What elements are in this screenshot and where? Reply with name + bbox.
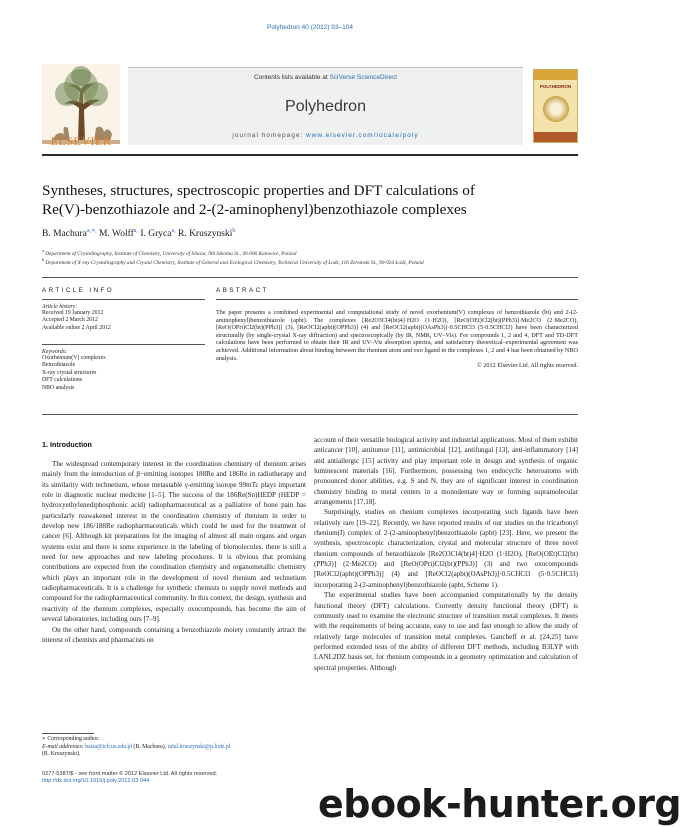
paragraph: Surprisingly, studies on rhenium complexes incorporating such ligands have been relatively rare [19–22]. Recently, we have reported results of our studies on the tricarbonyl rhenium(I) complex of 2-(2-aminophenyl)benzothiazole (apbt) [23]. Here, we present the synthesis, spectroscopic characterization, crystal and molecular structure of three novel rhenium compounds of benzothiazole [Re2O3Cl4(bt)4]·H2O (1·H2O), [ReO(OEt)Cl2(bt)(PPh3)] (2·Me2CO) and [ReO(OPri)Cl2(bt)(PPh3)] (3) and two oxocompounds [ReOCl2(apbt)(OPPh3)] (4) and [ReOCl2(apbt)(OAsPh3)]·0.5CHCl3 (5·0.5CHCl3) incorporating 2-(2-aminophenyl)benzothiazole (apbt, Scheme 1). [314, 508, 578, 589]
footnote-rule [42, 733, 94, 734]
email-link[interactable]: basia@ich.us.edu.pl [85, 743, 132, 750]
journal-masthead [42, 42, 578, 151]
article-history-label: Article history: [42, 304, 78, 310]
body-divider [42, 414, 578, 415]
watermark-text: ebook-hunter.org [318, 782, 681, 826]
affiliation-divider [42, 277, 578, 278]
contents-availability-line [128, 74, 523, 81]
right-column-text [314, 435, 578, 673]
article-history [42, 304, 205, 332]
left-column-text [42, 459, 306, 645]
history-online: Available online 2 April 2012 [42, 324, 111, 331]
author-name[interactable]: B. Machura [42, 229, 87, 240]
corresponding-author-note [42, 736, 306, 744]
front-matter-info [42, 771, 306, 786]
journal-homepage-line [128, 132, 523, 139]
elsevier-tree-logo-icon [42, 64, 120, 144]
cover-title: POLYHEDRON [539, 84, 572, 89]
article-title-line-2: Re(V)-benzothiazole and 2-(2-aminophenyl)benzothiazole complexes [42, 201, 467, 218]
abstract-heading: ABSTRACT [216, 287, 269, 294]
history-accepted: Accepted 2 March 2012 [42, 317, 98, 324]
elsevier-wordmark: ELSEVIER [50, 134, 112, 148]
abstract-copyright: © 2012 Elsevier Ltd. All rights reserved. [477, 362, 578, 370]
affiliation-text: Department of X-ray Crystallography and Crystal Chemistry, Institute of General and Ecological Chemistry, Technical University of Lodz, 116 Zeromski St., 90-924 Łódź, Poland [45, 259, 424, 266]
abstract-body [216, 309, 578, 370]
article-title [42, 181, 578, 219]
keyword-item: NBO analysis [42, 384, 75, 391]
keywords [42, 349, 205, 392]
homepage-prefix: journal homepage: [232, 132, 307, 139]
author-name[interactable]: I. Gryca [140, 229, 172, 240]
keywords-label: Keywords: [42, 349, 67, 355]
contents-prefix: Contents lists available at [253, 74, 330, 81]
sciencedirect-link[interactable]: SciVerse ScienceDirect [329, 74, 398, 81]
paragraph: The widespread contemporary interest in the coordination chemistry of rhenium arises mainly from the introduction of β−emitting isotopes 188Re and 186Re in radiotherapy and its similarity with technetium, whose metastable γ-emitting isotope 99mTc plays important role in diagnostic nuclear medicine [1–5]. The success of the 186Re(Sn)HEDP (HEDP = hydroxyethylenediphosphonic acid) radiopharmaceutical as a palliative of bone pain has particularly reawakened interest in the coordination chemistry of rhenium in order to develop new 186/188Re radiopharmaceuticals which could be used for the treatment of cancer [6]. Although kit preparations for the imaging of almost all main organs and organ systems exist and there is some experience in the labeling of biomolecules, there is still a need for new approaches and new labeling procedures. It is obvious that promising contributions are expected from the coordination chemistry and organometallic chemistry which plays an important role in the development of novel rhenium and technetium radiopharmaceuticals. It is a challenge for synthetic chemists to supply novel methods and compound for the radiopharmaceutical community. In this context, the design, synthesis and reactivity of the rhenium complexes, especially oxocompounds, has become the aim of several laboratories, including ours [7–9]. [42, 460, 306, 624]
email-owner: (B. Machura), [131, 743, 168, 750]
paragraph: account of their versatile biological activity and industrial applications. Most of them exhibit anticancer [10], antitumor [11], antimicrobial [12], antifungal [13], anti-inflammatory [14] and antiallergic [15] activity and play important role in design and synthesis of organic luminescent materials [16]. Furthermore, possessing two endocyclic heteroatoms with pronounced donor abilities, e.g. S and N, they are of significant interest in coordination chemistry binding to metal centers in a monodentate way or forming supramolecular arrangements [17,18]. [314, 436, 578, 507]
email-link[interactable]: rafal.kruszynski@p.lodz.pl [167, 743, 231, 750]
author-affiliation-mark[interactable]: b [232, 228, 236, 234]
abstract-rule [216, 299, 578, 300]
journal-reference[interactable]: Polyhedron 40 (2012) 93–104 [266, 24, 353, 31]
author-affiliation-mark[interactable]: a,∗, [86, 228, 97, 234]
section-heading-introduction: 1. Introduction [42, 440, 92, 449]
author-affiliation-mark[interactable]: a, [133, 228, 138, 234]
cover-bottom-band [534, 132, 577, 142]
footnote-mark: ∗ [42, 736, 46, 742]
footnote [42, 736, 306, 759]
keyword-item: Oxorhenium(V) complexes [42, 355, 106, 361]
article-info-rule [42, 299, 205, 300]
abstract-text: The paper presents a combined experimental and computational study of novel oxorhenium(V) complexes of benzothiazole (bt) and 2-(2-aminophenyl)benzothiazole (apbt). The complexes [Re2O3Cl4(bt)4]·H2O (1·H2O), [ReO(OEt)Cl2(bt)(PPh3)]·Me2CO (2·Me2CO), [ReO(OPri)Cl2(bt)(PPh3)] (3), [ReOCl2(apbt)(OPPh3)] (4) and [ReOCl2(apbt)(OAsPh3)]·0.5CHCl3 (5·0.5CHCl3) have been characterized structurally (by single-crystal X-ray diffraction) and spectroscopically (by IR, NMR, UV–Vis). For compounds 1, 2 and 4, DFT and TD-DFT calculations have been performed to obtain their IR and UV–Vis absorption spectra, and satisfactory theoretical–experimental agreement was achieved. Additional information about binding between the rhenium atom and oxo ligand in the complexes 1, 2 and 4 has been obtained by NBO analysis. [216, 309, 578, 362]
affiliation-mark: b [42, 257, 45, 262]
keyword-item: DFT calculations [42, 377, 82, 384]
paragraph: The experimental studies have been accompanied computationally by the density functional theory (DFT) calculations. Currently density functional theory (DFT) is commonly used to examine the electronic structure of transition metal complexes. It meets with the requirements of being accurate, easy to use and fast enough to allow the study of relatively large molecules of transition metal complexes. Gancheff et al. [24,25] have performed extended tests of the ability of different DFT methods, including B3LYP with LANL2DZ basis set, for rhenium compounds in a geometry optimization and calculation of spectral properties. Although [314, 591, 578, 672]
cover-top-band [534, 70, 577, 80]
corresponding-author-label: Corresponding author. [47, 736, 100, 742]
journal-homepage-link[interactable]: www.elsevier.com/locate/poly [306, 132, 419, 139]
affiliation-a [42, 248, 578, 257]
author-affiliation-mark[interactable]: a, [171, 228, 176, 234]
article-title-line-1: Syntheses, structures, spectroscopic properties and DFT calculations of [42, 182, 475, 199]
affiliation-mark: a [42, 248, 44, 253]
issn-line: 0277-5387/$ - see front matter © 2012 Elsevier Ltd. All rights reserved. [42, 771, 218, 777]
author-name[interactable]: M. Wolff [98, 229, 134, 240]
author-list [42, 227, 578, 239]
email-prefix: E-mail addresses: [42, 743, 86, 750]
history-received: Received 19 January 2012 [42, 310, 104, 316]
doi-link[interactable]: http://dx.doi.org/10.1016/j.poly.2012.03.044 [42, 778, 150, 785]
affiliation-text: Department of Crystallography, Institute of Chemistry, University of Silesia, 9th Szkolna St., 40-006 Katowice, Poland [45, 250, 297, 257]
cover-artwork [543, 96, 569, 122]
journal-title: Polyhedron [285, 98, 366, 115]
journal-cover-thumbnail [533, 69, 578, 143]
paragraph: On the other hand, compounds containing a benzothiazole moiety constantly attract the interest of chemists and pharmacists on [42, 625, 306, 644]
affiliation-b [42, 257, 578, 266]
keywords-rule [42, 344, 205, 345]
keyword-item: X-ray crystal structures [42, 369, 97, 376]
article-info-heading: ARTICLE INFO [42, 287, 115, 294]
email-owner: (R. Kruszynski). [42, 751, 81, 758]
journal-banner [128, 67, 523, 145]
email-addresses [42, 744, 306, 752]
author-name[interactable]: R. Kruszynski [177, 229, 233, 240]
masthead-divider [42, 154, 578, 156]
keyword-item: Benzothiazole [42, 362, 76, 369]
